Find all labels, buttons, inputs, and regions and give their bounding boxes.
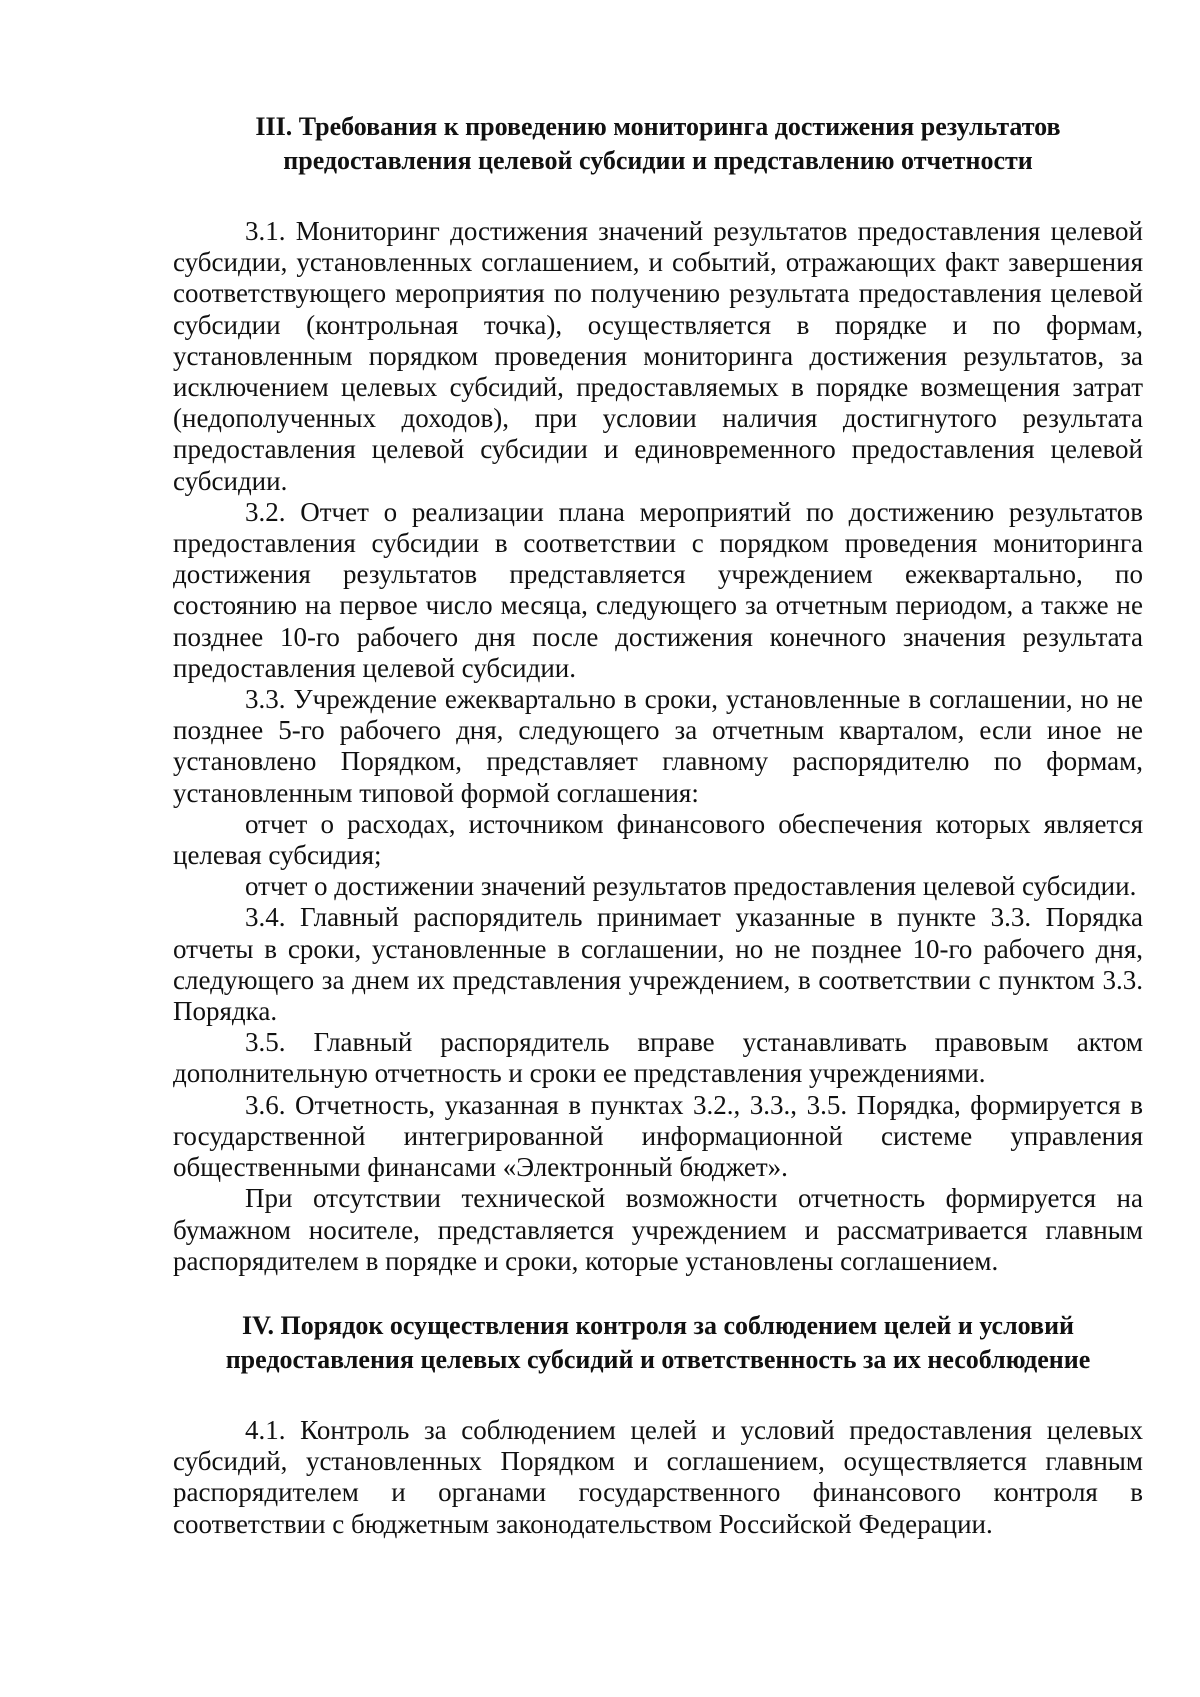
paragraph-3-2: 3.2. Отчет о реализации плана мероприятий по достижению результатов предоставления субсидии в соответствии с порядком проведения мониторинга достижения результатов представляется учреждением ежеквартально, по состоянию на первое число месяца, следующего за отчетным периодом, а также не позднее 10-го рабочего дня после достижения конечного значения результата предоставления целевой субсидии. — [173, 496, 1143, 683]
paragraph-3-6: 3.6. Отчетность, указанная в пунктах 3.2., 3.3., 3.5. Порядка, формируется в государственной интегрированной информационной системе управления общественными финансами «Электронный бюджет». — [173, 1089, 1143, 1183]
paragraph-3-1: 3.1. Мониторинг достижения значений результатов предоставления целевой субсидии, установленных соглашением, и событий, отражающих факт завершения соответствующего мероприятия по получению результата предоставления целевой субсидии (контрольная точка), осуществляется в порядке и по формам, установленным порядком проведения мониторинга достижения результатов, за исключением целевых субсидий, предоставляемых в порядке возмещения затрат (недополученных доходов), при условии наличия достигнутого результата предоставления целевой субсидии и единовременного предоставления целевой субсидии. — [173, 216, 1143, 496]
paragraph-3-3-item-2: отчет о достижении значений результатов предоставления целевой субсидии. — [245, 871, 1137, 902]
paragraph-3-3: 3.3. Учреждение ежеквартально в сроки, установленные в соглашении, но не позднее 5-го рабочего дня, следующего за отчетным кварталом, если иное не установлено Порядком, представляет главному распорядителю по формам, установленным типовой формой соглашения: — [173, 684, 1143, 808]
section-4-heading — [173, 1309, 1143, 1377]
section-3-heading-line-1: III. Требования к проведению мониторинга достижения результатов — [255, 112, 1061, 141]
spacer — [173, 1277, 1143, 1309]
spacer — [173, 1377, 1143, 1415]
section-3-heading — [173, 110, 1143, 178]
paragraph-4-1: 4.1. Контроль за соблюдением целей и условий предоставления целевых субсидий, установленных Порядком и соглашением, осуществляется главным распорядителем и органами государственного финансового контроля в соответствии с бюджетным законодательством Российской Федерации. — [173, 1414, 1143, 1539]
section-4-heading-line-2: предоставления целевых субсидий и ответственность за их несоблюдение — [225, 1344, 1091, 1374]
paragraph-3-4: 3.4. Главный распорядитель принимает указанные в пункте 3.3. Порядка отчеты в сроки, установленные в соглашении, но не позднее 10-го рабочего дня, следующего за днем их представления учреждением, в соответствии с пунктом 3.3. Порядка. — [173, 902, 1143, 1027]
page-content — [173, 110, 1143, 1540]
paragraph-3-3-item-1: отчет о расходах, источником финансового обеспечения которых является целевая субсидия; — [173, 808, 1143, 871]
section-3-heading-line-2: предоставления целевой субсидии и представлению отчетности — [283, 146, 1033, 175]
section-3 — [173, 110, 1143, 1277]
spacer — [173, 178, 1143, 216]
section-4 — [173, 1309, 1143, 1540]
paragraph-3-6-note: При отсутствии технической возможности отчетность формируется на бумажном носителе, представляется учреждением и рассматривается главным распорядителем в порядке и сроки, которые установлены соглашением. — [173, 1183, 1143, 1276]
paragraph-3-5: 3.5. Главный распорядитель вправе устанавливать правовым актом дополнительную отчетность и сроки ее представления учреждениями. — [173, 1027, 1143, 1089]
section-4-heading-line-1: IV. Порядок осуществления контроля за соблюдением целей и условий — [241, 1310, 1075, 1340]
